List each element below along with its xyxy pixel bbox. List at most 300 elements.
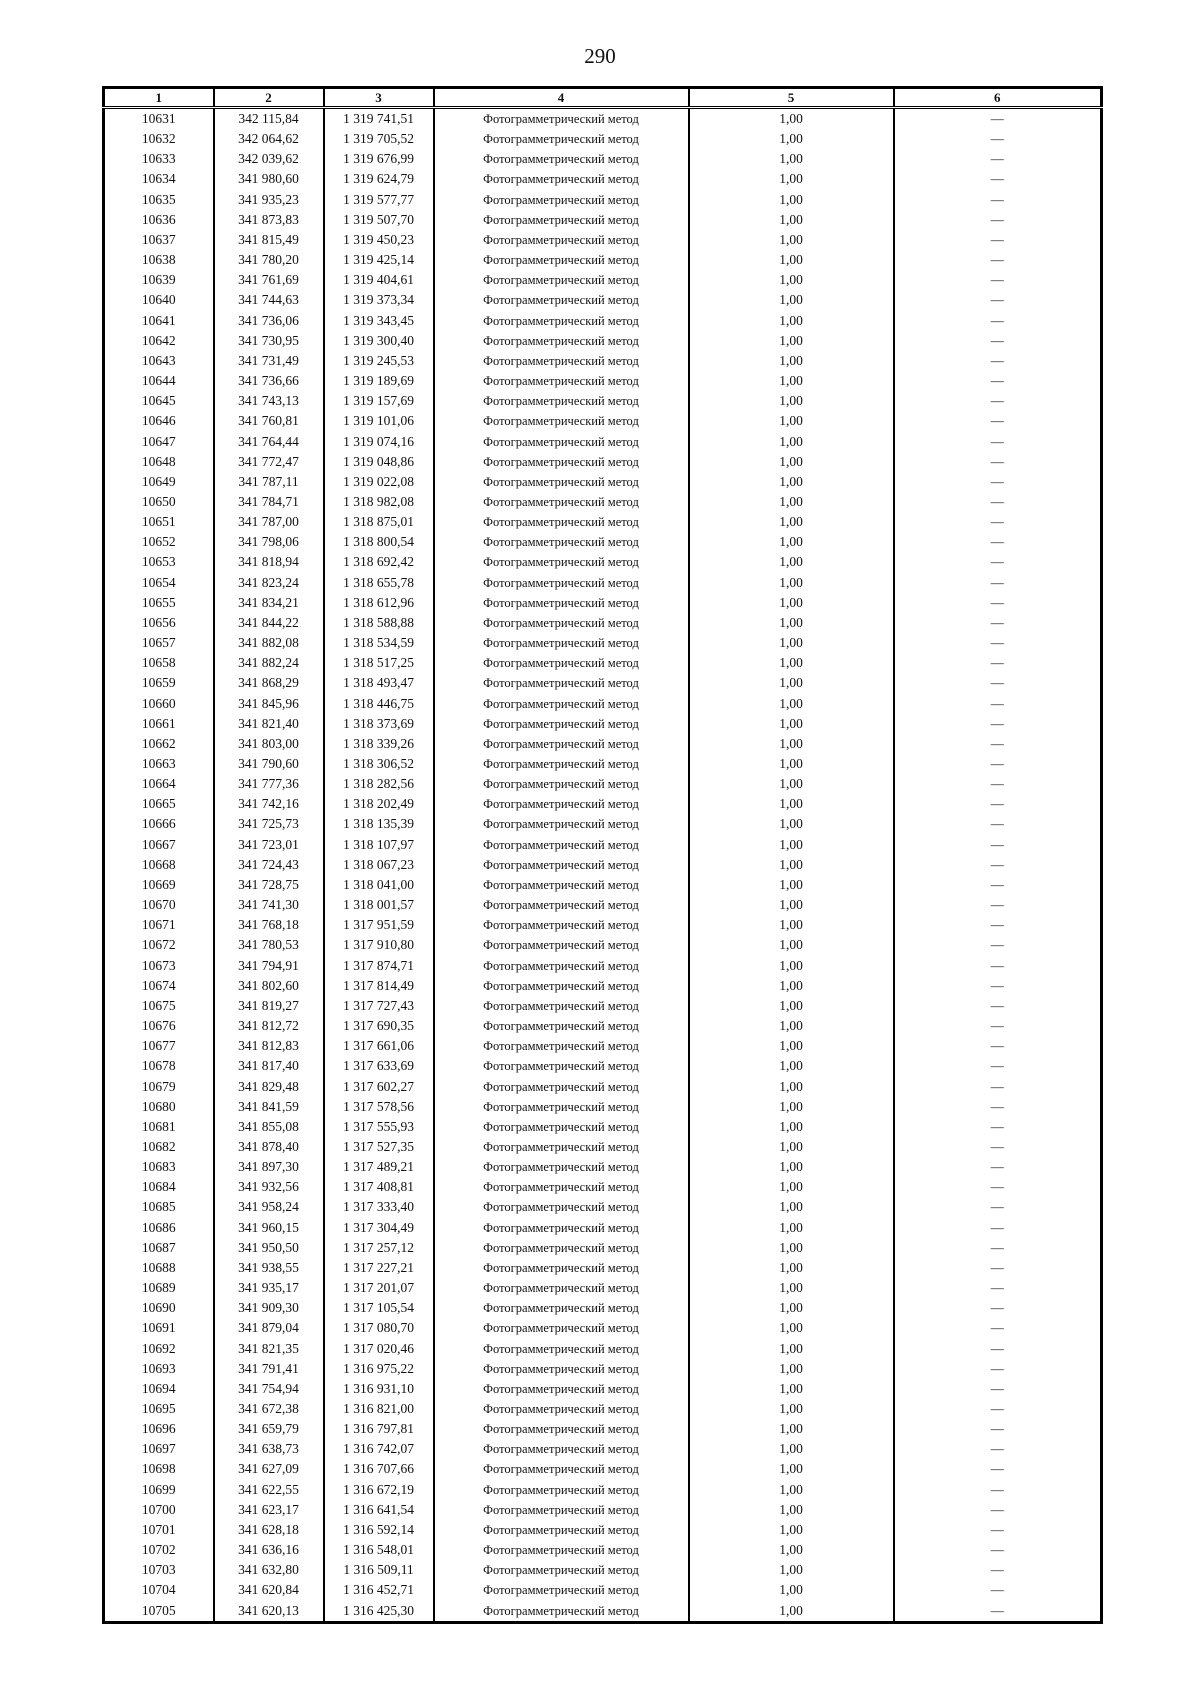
y-coordinate-cell: 1 317 874,71 xyxy=(324,956,434,976)
accuracy-cell: 1,00 xyxy=(689,472,894,492)
note-cell: — xyxy=(894,794,1102,814)
table-row xyxy=(104,714,1102,734)
table-row xyxy=(104,976,1102,996)
accuracy-cell: 1,00 xyxy=(689,1318,894,1338)
point-number-cell: 10684 xyxy=(104,1177,214,1197)
y-coordinate-cell: 1 317 408,81 xyxy=(324,1177,434,1197)
point-number-cell: 10704 xyxy=(104,1580,214,1600)
y-coordinate-cell: 1 318 655,78 xyxy=(324,573,434,593)
table-row xyxy=(104,1339,1102,1359)
table-row xyxy=(104,1500,1102,1520)
x-coordinate-cell: 341 728,75 xyxy=(214,875,324,895)
y-coordinate-cell: 1 317 727,43 xyxy=(324,996,434,1016)
table-row xyxy=(104,774,1102,794)
y-coordinate-cell: 1 316 592,14 xyxy=(324,1520,434,1540)
x-coordinate-cell: 341 628,18 xyxy=(214,1520,324,1540)
y-coordinate-cell: 1 316 548,01 xyxy=(324,1540,434,1560)
table-row xyxy=(104,331,1102,351)
table-row xyxy=(104,613,1102,633)
column-header-4: 4 xyxy=(434,88,689,108)
table-row xyxy=(104,1157,1102,1177)
x-coordinate-cell: 341 817,40 xyxy=(214,1056,324,1076)
note-cell: — xyxy=(894,1036,1102,1056)
table-row xyxy=(104,1580,1102,1600)
note-cell: — xyxy=(894,855,1102,875)
x-coordinate-cell: 342 115,84 xyxy=(214,108,324,130)
table-header xyxy=(104,88,1102,108)
accuracy-cell: 1,00 xyxy=(689,452,894,472)
y-coordinate-cell: 1 319 676,99 xyxy=(324,149,434,169)
table-row xyxy=(104,149,1102,169)
y-coordinate-cell: 1 316 975,22 xyxy=(324,1359,434,1379)
point-number-cell: 10702 xyxy=(104,1540,214,1560)
accuracy-cell: 1,00 xyxy=(689,290,894,310)
point-number-cell: 10669 xyxy=(104,875,214,895)
y-coordinate-cell: 1 319 022,08 xyxy=(324,472,434,492)
method-cell: Фотограмметрический метод xyxy=(434,1399,689,1419)
method-cell: Фотограмметрический метод xyxy=(434,573,689,593)
note-cell: — xyxy=(894,1278,1102,1298)
method-cell: Фотограмметрический метод xyxy=(434,108,689,130)
x-coordinate-cell: 341 819,27 xyxy=(214,996,324,1016)
accuracy-cell: 1,00 xyxy=(689,1036,894,1056)
method-cell: Фотограмметрический метод xyxy=(434,1601,689,1623)
y-coordinate-cell: 1 318 612,96 xyxy=(324,593,434,613)
method-cell: Фотограмметрический метод xyxy=(434,593,689,613)
accuracy-cell: 1,00 xyxy=(689,935,894,955)
x-coordinate-cell: 341 636,16 xyxy=(214,1540,324,1560)
point-number-cell: 10652 xyxy=(104,532,214,552)
method-cell: Фотограмметрический метод xyxy=(434,472,689,492)
table-body xyxy=(104,108,1102,1623)
table-row xyxy=(104,351,1102,371)
y-coordinate-cell: 1 319 373,34 xyxy=(324,290,434,310)
point-number-cell: 10650 xyxy=(104,492,214,512)
accuracy-cell: 1,00 xyxy=(689,1278,894,1298)
accuracy-cell: 1,00 xyxy=(689,653,894,673)
y-coordinate-cell: 1 317 661,06 xyxy=(324,1036,434,1056)
note-cell: — xyxy=(894,371,1102,391)
table-row xyxy=(104,1459,1102,1479)
x-coordinate-cell: 341 760,81 xyxy=(214,411,324,431)
y-coordinate-cell: 1 317 227,21 xyxy=(324,1258,434,1278)
accuracy-cell: 1,00 xyxy=(689,1339,894,1359)
accuracy-cell: 1,00 xyxy=(689,1016,894,1036)
y-coordinate-cell: 1 318 875,01 xyxy=(324,512,434,532)
table-row xyxy=(104,1117,1102,1137)
y-coordinate-cell: 1 317 555,93 xyxy=(324,1117,434,1137)
note-cell: — xyxy=(894,169,1102,189)
note-cell: — xyxy=(894,108,1102,130)
column-header-5: 5 xyxy=(689,88,894,108)
note-cell: — xyxy=(894,935,1102,955)
method-cell: Фотограмметрический метод xyxy=(434,1097,689,1117)
table-row xyxy=(104,875,1102,895)
note-cell: — xyxy=(894,1560,1102,1580)
method-cell: Фотограмметрический метод xyxy=(434,270,689,290)
y-coordinate-cell: 1 316 452,71 xyxy=(324,1580,434,1600)
point-number-cell: 10703 xyxy=(104,1560,214,1580)
table-row xyxy=(104,250,1102,270)
note-cell: — xyxy=(894,1520,1102,1540)
accuracy-cell: 1,00 xyxy=(689,1258,894,1278)
x-coordinate-cell: 341 855,08 xyxy=(214,1117,324,1137)
table-row xyxy=(104,1056,1102,1076)
x-coordinate-cell: 341 780,53 xyxy=(214,935,324,955)
point-number-cell: 10693 xyxy=(104,1359,214,1379)
table-row xyxy=(104,1278,1102,1298)
y-coordinate-cell: 1 318 493,47 xyxy=(324,673,434,693)
point-number-cell: 10662 xyxy=(104,734,214,754)
accuracy-cell: 1,00 xyxy=(689,734,894,754)
note-cell: — xyxy=(894,1298,1102,1318)
x-coordinate-cell: 341 761,69 xyxy=(214,270,324,290)
method-cell: Фотограмметрический метод xyxy=(434,311,689,331)
table-row xyxy=(104,129,1102,149)
x-coordinate-cell: 341 620,13 xyxy=(214,1601,324,1623)
accuracy-cell: 1,00 xyxy=(689,210,894,230)
table-row xyxy=(104,1601,1102,1623)
note-cell: — xyxy=(894,573,1102,593)
note-cell: — xyxy=(894,552,1102,572)
point-number-cell: 10640 xyxy=(104,290,214,310)
x-coordinate-cell: 341 787,00 xyxy=(214,512,324,532)
accuracy-cell: 1,00 xyxy=(689,573,894,593)
table-row xyxy=(104,1540,1102,1560)
method-cell: Фотограмметрический метод xyxy=(434,190,689,210)
accuracy-cell: 1,00 xyxy=(689,835,894,855)
table-row xyxy=(104,1359,1102,1379)
x-coordinate-cell: 341 723,01 xyxy=(214,835,324,855)
y-coordinate-cell: 1 319 048,86 xyxy=(324,452,434,472)
header-row xyxy=(104,88,1102,108)
x-coordinate-cell: 341 818,94 xyxy=(214,552,324,572)
note-cell: — xyxy=(894,1379,1102,1399)
accuracy-cell: 1,00 xyxy=(689,794,894,814)
y-coordinate-cell: 1 318 692,42 xyxy=(324,552,434,572)
accuracy-cell: 1,00 xyxy=(689,351,894,371)
point-number-cell: 10682 xyxy=(104,1137,214,1157)
point-number-cell: 10696 xyxy=(104,1419,214,1439)
point-number-cell: 10645 xyxy=(104,391,214,411)
point-number-cell: 10642 xyxy=(104,331,214,351)
note-cell: — xyxy=(894,956,1102,976)
x-coordinate-cell: 341 620,84 xyxy=(214,1580,324,1600)
accuracy-cell: 1,00 xyxy=(689,129,894,149)
note-cell: — xyxy=(894,411,1102,431)
x-coordinate-cell: 341 742,16 xyxy=(214,794,324,814)
note-cell: — xyxy=(894,129,1102,149)
x-coordinate-cell: 341 790,60 xyxy=(214,754,324,774)
page-number: 290 xyxy=(584,44,616,68)
y-coordinate-cell: 1 316 821,00 xyxy=(324,1399,434,1419)
point-number-cell: 10680 xyxy=(104,1097,214,1117)
point-number-cell: 10658 xyxy=(104,653,214,673)
y-coordinate-cell: 1 319 577,77 xyxy=(324,190,434,210)
table-row xyxy=(104,835,1102,855)
point-number-cell: 10647 xyxy=(104,432,214,452)
method-cell: Фотограмметрический метод xyxy=(434,613,689,633)
note-cell: — xyxy=(894,754,1102,774)
method-cell: Фотограмметрический метод xyxy=(434,794,689,814)
note-cell: — xyxy=(894,734,1102,754)
table-row xyxy=(104,512,1102,532)
y-coordinate-cell: 1 319 343,45 xyxy=(324,311,434,331)
method-cell: Фотограмметрический метод xyxy=(434,1137,689,1157)
table-row xyxy=(104,653,1102,673)
y-coordinate-cell: 1 319 741,51 xyxy=(324,108,434,130)
table-row xyxy=(104,996,1102,1016)
point-number-cell: 10651 xyxy=(104,512,214,532)
note-cell: — xyxy=(894,250,1102,270)
note-cell: — xyxy=(894,1177,1102,1197)
x-coordinate-cell: 341 672,38 xyxy=(214,1399,324,1419)
method-cell: Фотограмметрический метод xyxy=(434,1560,689,1580)
method-cell: Фотограмметрический метод xyxy=(434,1379,689,1399)
accuracy-cell: 1,00 xyxy=(689,1601,894,1623)
x-coordinate-cell: 341 772,47 xyxy=(214,452,324,472)
table-row xyxy=(104,855,1102,875)
column-header-3: 3 xyxy=(324,88,434,108)
accuracy-cell: 1,00 xyxy=(689,1097,894,1117)
point-number-cell: 10644 xyxy=(104,371,214,391)
accuracy-cell: 1,00 xyxy=(689,1399,894,1419)
note-cell: — xyxy=(894,452,1102,472)
method-cell: Фотограмметрический метод xyxy=(434,1258,689,1278)
x-coordinate-cell: 341 897,30 xyxy=(214,1157,324,1177)
point-number-cell: 10655 xyxy=(104,593,214,613)
table-row xyxy=(104,754,1102,774)
note-cell: — xyxy=(894,976,1102,996)
point-number-cell: 10699 xyxy=(104,1480,214,1500)
note-cell: — xyxy=(894,633,1102,653)
method-cell: Фотограмметрический метод xyxy=(434,754,689,774)
y-coordinate-cell: 1 318 041,00 xyxy=(324,875,434,895)
table-row xyxy=(104,1258,1102,1278)
x-coordinate-cell: 341 724,43 xyxy=(214,855,324,875)
x-coordinate-cell: 341 821,35 xyxy=(214,1339,324,1359)
point-number-cell: 10697 xyxy=(104,1439,214,1459)
point-number-cell: 10667 xyxy=(104,835,214,855)
y-coordinate-cell: 1 317 578,56 xyxy=(324,1097,434,1117)
point-number-cell: 10660 xyxy=(104,694,214,714)
note-cell: — xyxy=(894,1480,1102,1500)
note-cell: — xyxy=(894,1218,1102,1238)
x-coordinate-cell: 341 935,23 xyxy=(214,190,324,210)
table-row xyxy=(104,1419,1102,1439)
note-cell: — xyxy=(894,210,1102,230)
method-cell: Фотограмметрический метод xyxy=(434,714,689,734)
x-coordinate-cell: 341 879,04 xyxy=(214,1318,324,1338)
method-cell: Фотограмметрический метод xyxy=(434,694,689,714)
point-number-cell: 10654 xyxy=(104,573,214,593)
method-cell: Фотограмметрический метод xyxy=(434,935,689,955)
table-row xyxy=(104,1560,1102,1580)
y-coordinate-cell: 1 317 304,49 xyxy=(324,1218,434,1238)
y-coordinate-cell: 1 317 105,54 xyxy=(324,1298,434,1318)
point-number-cell: 10656 xyxy=(104,613,214,633)
accuracy-cell: 1,00 xyxy=(689,895,894,915)
note-cell: — xyxy=(894,331,1102,351)
x-coordinate-cell: 341 960,15 xyxy=(214,1218,324,1238)
method-cell: Фотограмметрический метод xyxy=(434,290,689,310)
method-cell: Фотограмметрический метод xyxy=(434,1480,689,1500)
x-coordinate-cell: 341 812,83 xyxy=(214,1036,324,1056)
method-cell: Фотограмметрический метод xyxy=(434,492,689,512)
x-coordinate-cell: 341 868,29 xyxy=(214,673,324,693)
accuracy-cell: 1,00 xyxy=(689,169,894,189)
point-number-cell: 10632 xyxy=(104,129,214,149)
accuracy-cell: 1,00 xyxy=(689,512,894,532)
x-coordinate-cell: 341 764,44 xyxy=(214,432,324,452)
accuracy-cell: 1,00 xyxy=(689,1520,894,1540)
y-coordinate-cell: 1 318 202,49 xyxy=(324,794,434,814)
table-row xyxy=(104,290,1102,310)
accuracy-cell: 1,00 xyxy=(689,1298,894,1318)
x-coordinate-cell: 341 803,00 xyxy=(214,734,324,754)
x-coordinate-cell: 341 823,24 xyxy=(214,573,324,593)
x-coordinate-cell: 341 841,59 xyxy=(214,1097,324,1117)
note-cell: — xyxy=(894,1399,1102,1419)
x-coordinate-cell: 341 873,83 xyxy=(214,210,324,230)
table-row xyxy=(104,1097,1102,1117)
method-cell: Фотограмметрический метод xyxy=(434,1459,689,1479)
point-number-cell: 10673 xyxy=(104,956,214,976)
table-row xyxy=(104,532,1102,552)
y-coordinate-cell: 1 318 800,54 xyxy=(324,532,434,552)
column-header-2: 2 xyxy=(214,88,324,108)
note-cell: — xyxy=(894,814,1102,834)
coordinates-table-container xyxy=(102,86,1100,1624)
method-cell: Фотограмметрический метод xyxy=(434,855,689,875)
accuracy-cell: 1,00 xyxy=(689,814,894,834)
x-coordinate-cell: 341 980,60 xyxy=(214,169,324,189)
y-coordinate-cell: 1 318 982,08 xyxy=(324,492,434,512)
y-coordinate-cell: 1 319 300,40 xyxy=(324,331,434,351)
method-cell: Фотограмметрический метод xyxy=(434,996,689,1016)
x-coordinate-cell: 341 632,80 xyxy=(214,1560,324,1580)
x-coordinate-cell: 341 730,95 xyxy=(214,331,324,351)
point-number-cell: 10705 xyxy=(104,1601,214,1623)
table-row xyxy=(104,270,1102,290)
accuracy-cell: 1,00 xyxy=(689,1117,894,1137)
note-cell: — xyxy=(894,149,1102,169)
method-cell: Фотограмметрический метод xyxy=(434,1318,689,1338)
point-number-cell: 10685 xyxy=(104,1197,214,1217)
y-coordinate-cell: 1 318 135,39 xyxy=(324,814,434,834)
y-coordinate-cell: 1 317 814,49 xyxy=(324,976,434,996)
table-row xyxy=(104,1520,1102,1540)
point-number-cell: 10686 xyxy=(104,1218,214,1238)
table-row xyxy=(104,1379,1102,1399)
point-number-cell: 10639 xyxy=(104,270,214,290)
column-header-1: 1 xyxy=(104,88,214,108)
table-row xyxy=(104,391,1102,411)
table-row xyxy=(104,311,1102,331)
point-number-cell: 10637 xyxy=(104,230,214,250)
y-coordinate-cell: 1 319 157,69 xyxy=(324,391,434,411)
accuracy-cell: 1,00 xyxy=(689,855,894,875)
point-number-cell: 10659 xyxy=(104,673,214,693)
table-row xyxy=(104,1399,1102,1419)
y-coordinate-cell: 1 319 074,16 xyxy=(324,432,434,452)
point-number-cell: 10631 xyxy=(104,108,214,130)
table-row xyxy=(104,1197,1102,1217)
x-coordinate-cell: 341 845,96 xyxy=(214,694,324,714)
accuracy-cell: 1,00 xyxy=(689,1218,894,1238)
note-cell: — xyxy=(894,1258,1102,1278)
method-cell: Фотограмметрический метод xyxy=(434,129,689,149)
x-coordinate-cell: 341 791,41 xyxy=(214,1359,324,1379)
point-number-cell: 10690 xyxy=(104,1298,214,1318)
x-coordinate-cell: 341 623,17 xyxy=(214,1500,324,1520)
point-number-cell: 10653 xyxy=(104,552,214,572)
table-row xyxy=(104,1238,1102,1258)
y-coordinate-cell: 1 316 931,10 xyxy=(324,1379,434,1399)
point-number-cell: 10636 xyxy=(104,210,214,230)
point-number-cell: 10648 xyxy=(104,452,214,472)
y-coordinate-cell: 1 318 001,57 xyxy=(324,895,434,915)
note-cell: — xyxy=(894,1359,1102,1379)
method-cell: Фотограмметрический метод xyxy=(434,673,689,693)
accuracy-cell: 1,00 xyxy=(689,1480,894,1500)
note-cell: — xyxy=(894,290,1102,310)
accuracy-cell: 1,00 xyxy=(689,1439,894,1459)
accuracy-cell: 1,00 xyxy=(689,774,894,794)
table-row xyxy=(104,210,1102,230)
y-coordinate-cell: 1 316 641,54 xyxy=(324,1500,434,1520)
point-number-cell: 10687 xyxy=(104,1238,214,1258)
method-cell: Фотограмметрический метод xyxy=(434,371,689,391)
method-cell: Фотограмметрический метод xyxy=(434,1278,689,1298)
x-coordinate-cell: 341 844,22 xyxy=(214,613,324,633)
method-cell: Фотограмметрический метод xyxy=(434,1016,689,1036)
accuracy-cell: 1,00 xyxy=(689,411,894,431)
note-cell: — xyxy=(894,1540,1102,1560)
note-cell: — xyxy=(894,1439,1102,1459)
method-cell: Фотограмметрический метод xyxy=(434,1218,689,1238)
x-coordinate-cell: 341 744,63 xyxy=(214,290,324,310)
y-coordinate-cell: 1 319 404,61 xyxy=(324,270,434,290)
method-cell: Фотограмметрический метод xyxy=(434,149,689,169)
method-cell: Фотограмметрический метод xyxy=(434,250,689,270)
x-coordinate-cell: 341 950,50 xyxy=(214,1238,324,1258)
note-cell: — xyxy=(894,1097,1102,1117)
note-cell: — xyxy=(894,1339,1102,1359)
accuracy-cell: 1,00 xyxy=(689,956,894,976)
point-number-cell: 10638 xyxy=(104,250,214,270)
point-number-cell: 10649 xyxy=(104,472,214,492)
x-coordinate-cell: 341 834,21 xyxy=(214,593,324,613)
accuracy-cell: 1,00 xyxy=(689,1580,894,1600)
note-cell: — xyxy=(894,915,1102,935)
method-cell: Фотограмметрический метод xyxy=(434,835,689,855)
y-coordinate-cell: 1 319 425,14 xyxy=(324,250,434,270)
x-coordinate-cell: 341 768,18 xyxy=(214,915,324,935)
method-cell: Фотограмметрический метод xyxy=(434,169,689,189)
x-coordinate-cell: 341 659,79 xyxy=(214,1419,324,1439)
method-cell: Фотограмметрический метод xyxy=(434,734,689,754)
y-coordinate-cell: 1 318 339,26 xyxy=(324,734,434,754)
x-coordinate-cell: 342 064,62 xyxy=(214,129,324,149)
method-cell: Фотограмметрический метод xyxy=(434,351,689,371)
y-coordinate-cell: 1 317 602,27 xyxy=(324,1077,434,1097)
accuracy-cell: 1,00 xyxy=(689,593,894,613)
note-cell: — xyxy=(894,1580,1102,1600)
method-cell: Фотограмметрический метод xyxy=(434,774,689,794)
table-row xyxy=(104,1016,1102,1036)
y-coordinate-cell: 1 317 633,69 xyxy=(324,1056,434,1076)
